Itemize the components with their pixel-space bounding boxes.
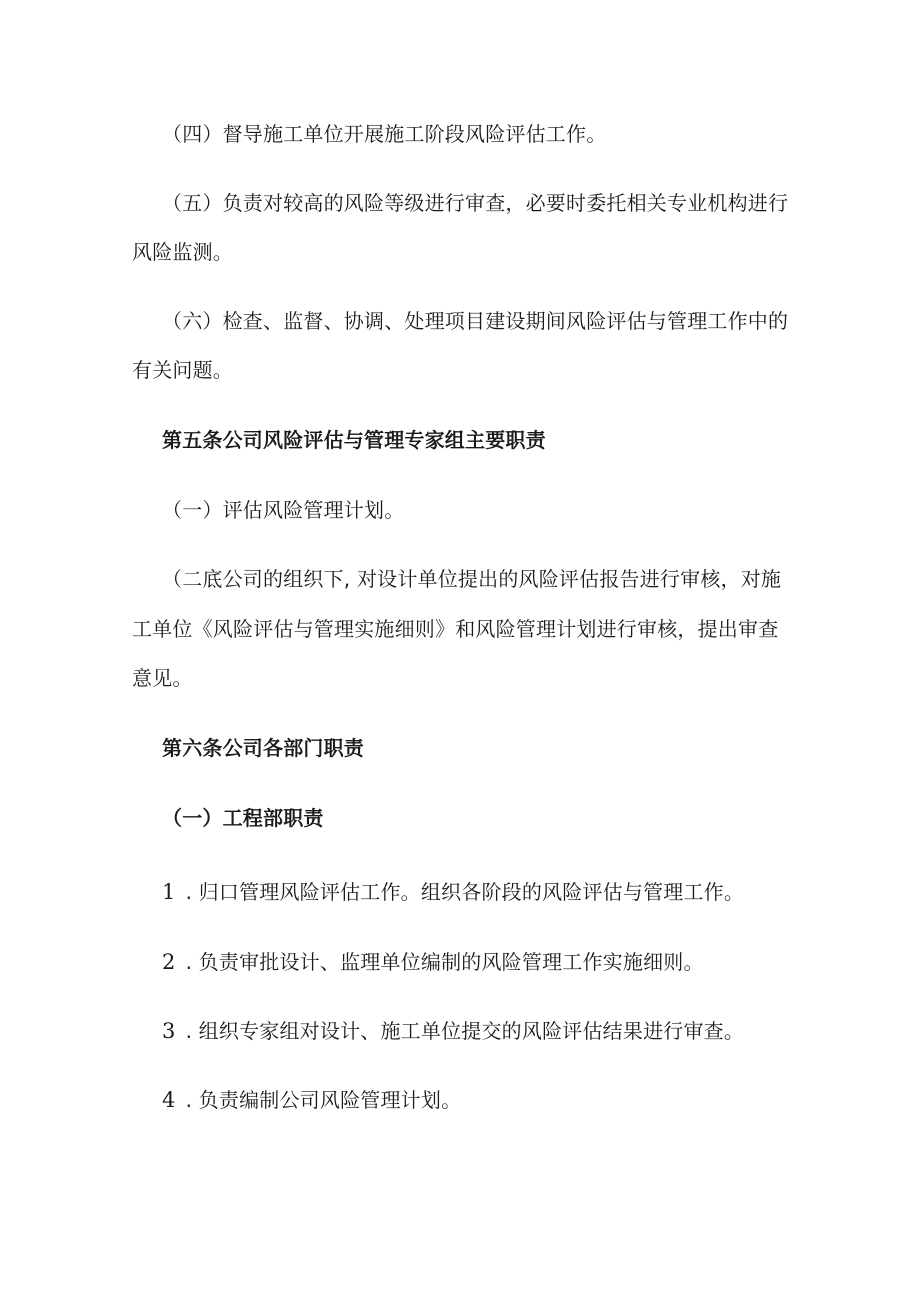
list-item	[162, 1088, 461, 1112]
list-item-text: . 组织专家组对设计、施工单位提交的风险评估结果进行审查。	[185, 1019, 745, 1043]
list-item-number: 4	[162, 1088, 176, 1112]
list-item	[162, 880, 744, 904]
paragraph-item-6-line-2: 有关问题。	[132, 358, 233, 382]
article-5-item-2-line-1: （二底公司的组织下, 对设计单位提出的风险评估报告进行审核，对施	[162, 567, 782, 591]
paragraph-item-6-line-1: （六）检查、监督、协调、处理项目建设期间风险评估与管理工作中的	[162, 309, 789, 333]
list-item-text: . 负责编制公司风险管理计划。	[185, 1088, 462, 1112]
article-5-item-2-line-2: 工单位《风险评估与管理实施细则》和风险管理计划进行审核，提出审查	[132, 617, 779, 641]
article-5-item-2-line-3: 意见。	[132, 666, 193, 690]
list-item	[162, 1019, 744, 1043]
paragraph-item-5-line-1: （五）负责对较高的风险等级进行审查，必要时委托相关专业机构进行	[162, 191, 789, 215]
article-6-heading: 第六条公司各部门职责	[162, 736, 364, 760]
list-item-text: . 负责审批设计、监理单位编制的风险管理工作实施细则。	[185, 950, 704, 974]
list-item-number: 1	[162, 880, 176, 904]
paragraph-item-5-line-2: 风险监测。	[132, 240, 233, 264]
paragraph-item-4: （四）督导施工单位开展施工阶段风险评估工作。	[162, 122, 607, 146]
article-5-item-1: （一）评估风险管理计划。	[162, 498, 405, 522]
list-item-number: 3	[162, 1019, 176, 1043]
list-item-text: . 归口管理风险评估工作。组织各阶段的风险评估与管理工作。	[185, 880, 745, 904]
list-item	[162, 950, 704, 974]
article-6-subheading-1: （一）工程部职责	[162, 806, 324, 830]
list-item-number: 2	[162, 950, 176, 974]
article-5-heading: 第五条公司风险评估与管理专家组主要职责	[162, 428, 546, 452]
